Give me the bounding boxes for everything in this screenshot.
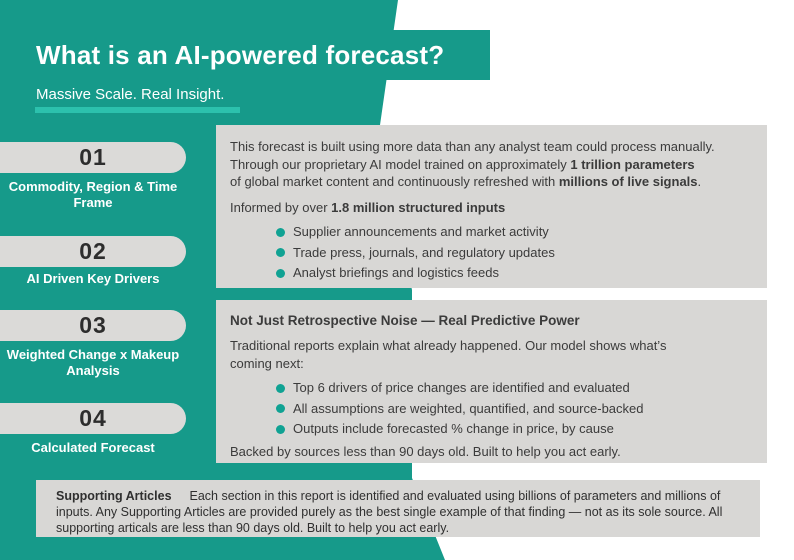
data-scale-box: [216, 125, 767, 288]
subtitle-underline: [35, 107, 240, 113]
bullet-text: Analyst briefings and logistics feeds: [293, 265, 499, 280]
step-label-2: AI Driven Key Drivers: [26, 271, 160, 286]
step-number-2: 02: [79, 238, 107, 264]
bold-highlight: 1.8 million structured inputs: [331, 199, 506, 215]
bullet-text: Supplier announcements and market activity: [293, 224, 549, 239]
step-pill-1: [0, 142, 186, 173]
step-label-4: Calculated Forecast: [31, 440, 155, 455]
model-output-bullet-list: [230, 378, 755, 440]
bullet-text: Trade press, journals, and regulatory updates: [293, 244, 555, 260]
paragraph-line: .: [697, 174, 702, 189]
step-number-3: 03: [79, 312, 107, 338]
step-pill-3: [0, 310, 186, 341]
page-subtitle: Massive Scale. Real Insight.: [36, 86, 225, 103]
paragraph-line: Through our proprietary AI model trained on approximately: [230, 156, 571, 172]
list-item: [230, 243, 755, 264]
paragraph-line: coming next:: [230, 355, 304, 371]
bullet-dot-icon: [276, 384, 285, 393]
list-item: [230, 399, 755, 420]
predictive-power-paragraph: [230, 337, 755, 372]
step-pill-4: [0, 403, 186, 434]
paragraph-line: Traditional reports explain what already happened. Our model shows what’s: [230, 338, 667, 353]
data-scale-paragraph: [230, 138, 755, 191]
supporting-articles-heading: Supporting Articles: [56, 489, 172, 503]
bold-highlight: 1 trillion parameters: [570, 156, 695, 172]
step-number-4: 04: [79, 405, 107, 431]
step-number-1: 01: [79, 144, 107, 170]
paragraph-line: of global market content and continuously refreshed with: [230, 174, 559, 189]
step-label-3: Weighted Change x Makeup Analysis: [6, 347, 180, 378]
supporting-articles-box: [36, 480, 760, 537]
supporting-articles-text: Each section in this report is identified and evaluated using billions of parameters and millions of inputs. Any Supporting Articles are provided purely as the best single example of that finding — not as its sole source. All supporting articals are less than 90 days old. Built to help you act early.: [56, 489, 723, 535]
bullet-dot-icon: [276, 269, 285, 278]
title-banner: [20, 30, 490, 80]
bullet-dot-icon: [276, 425, 285, 434]
supporting-articles-paragraph: [56, 488, 746, 536]
list-item: [230, 263, 755, 284]
step-pill-2: [0, 236, 186, 267]
predictive-power-box: [216, 300, 767, 463]
bullet-dot-icon: [276, 248, 285, 257]
bold-highlight: millions of live signals: [558, 174, 698, 189]
bullet-text: Top 6 drivers of price changes are identified and evaluated: [293, 380, 630, 395]
predictive-power-heading: Not Just Retrospective Noise — Real Predictive Power: [230, 313, 580, 328]
list-item: [230, 419, 755, 440]
bullet-text: All assumptions are weighted, quantified, and source-backed: [293, 400, 644, 416]
informed-by-line: [230, 199, 755, 217]
inputs-bullet-list: [230, 222, 755, 284]
bullet-dot-icon: [276, 404, 285, 413]
bullet-dot-icon: [276, 228, 285, 237]
list-item: [230, 222, 755, 243]
freshness-note: Backed by sources less than 90 days old. Built to help you act early.: [230, 443, 621, 459]
bullet-text: Outputs include forecasted % change in price, by cause: [293, 421, 614, 436]
list-item: [230, 378, 755, 399]
page-title: What is an AI-powered forecast?: [36, 39, 445, 70]
step-label-1: Commodity, Region & Time Frame: [8, 179, 178, 210]
paragraph-line: Informed by over: [230, 199, 332, 215]
paragraph-line: This forecast is built using more data than any analyst team could process manually.: [230, 139, 715, 154]
